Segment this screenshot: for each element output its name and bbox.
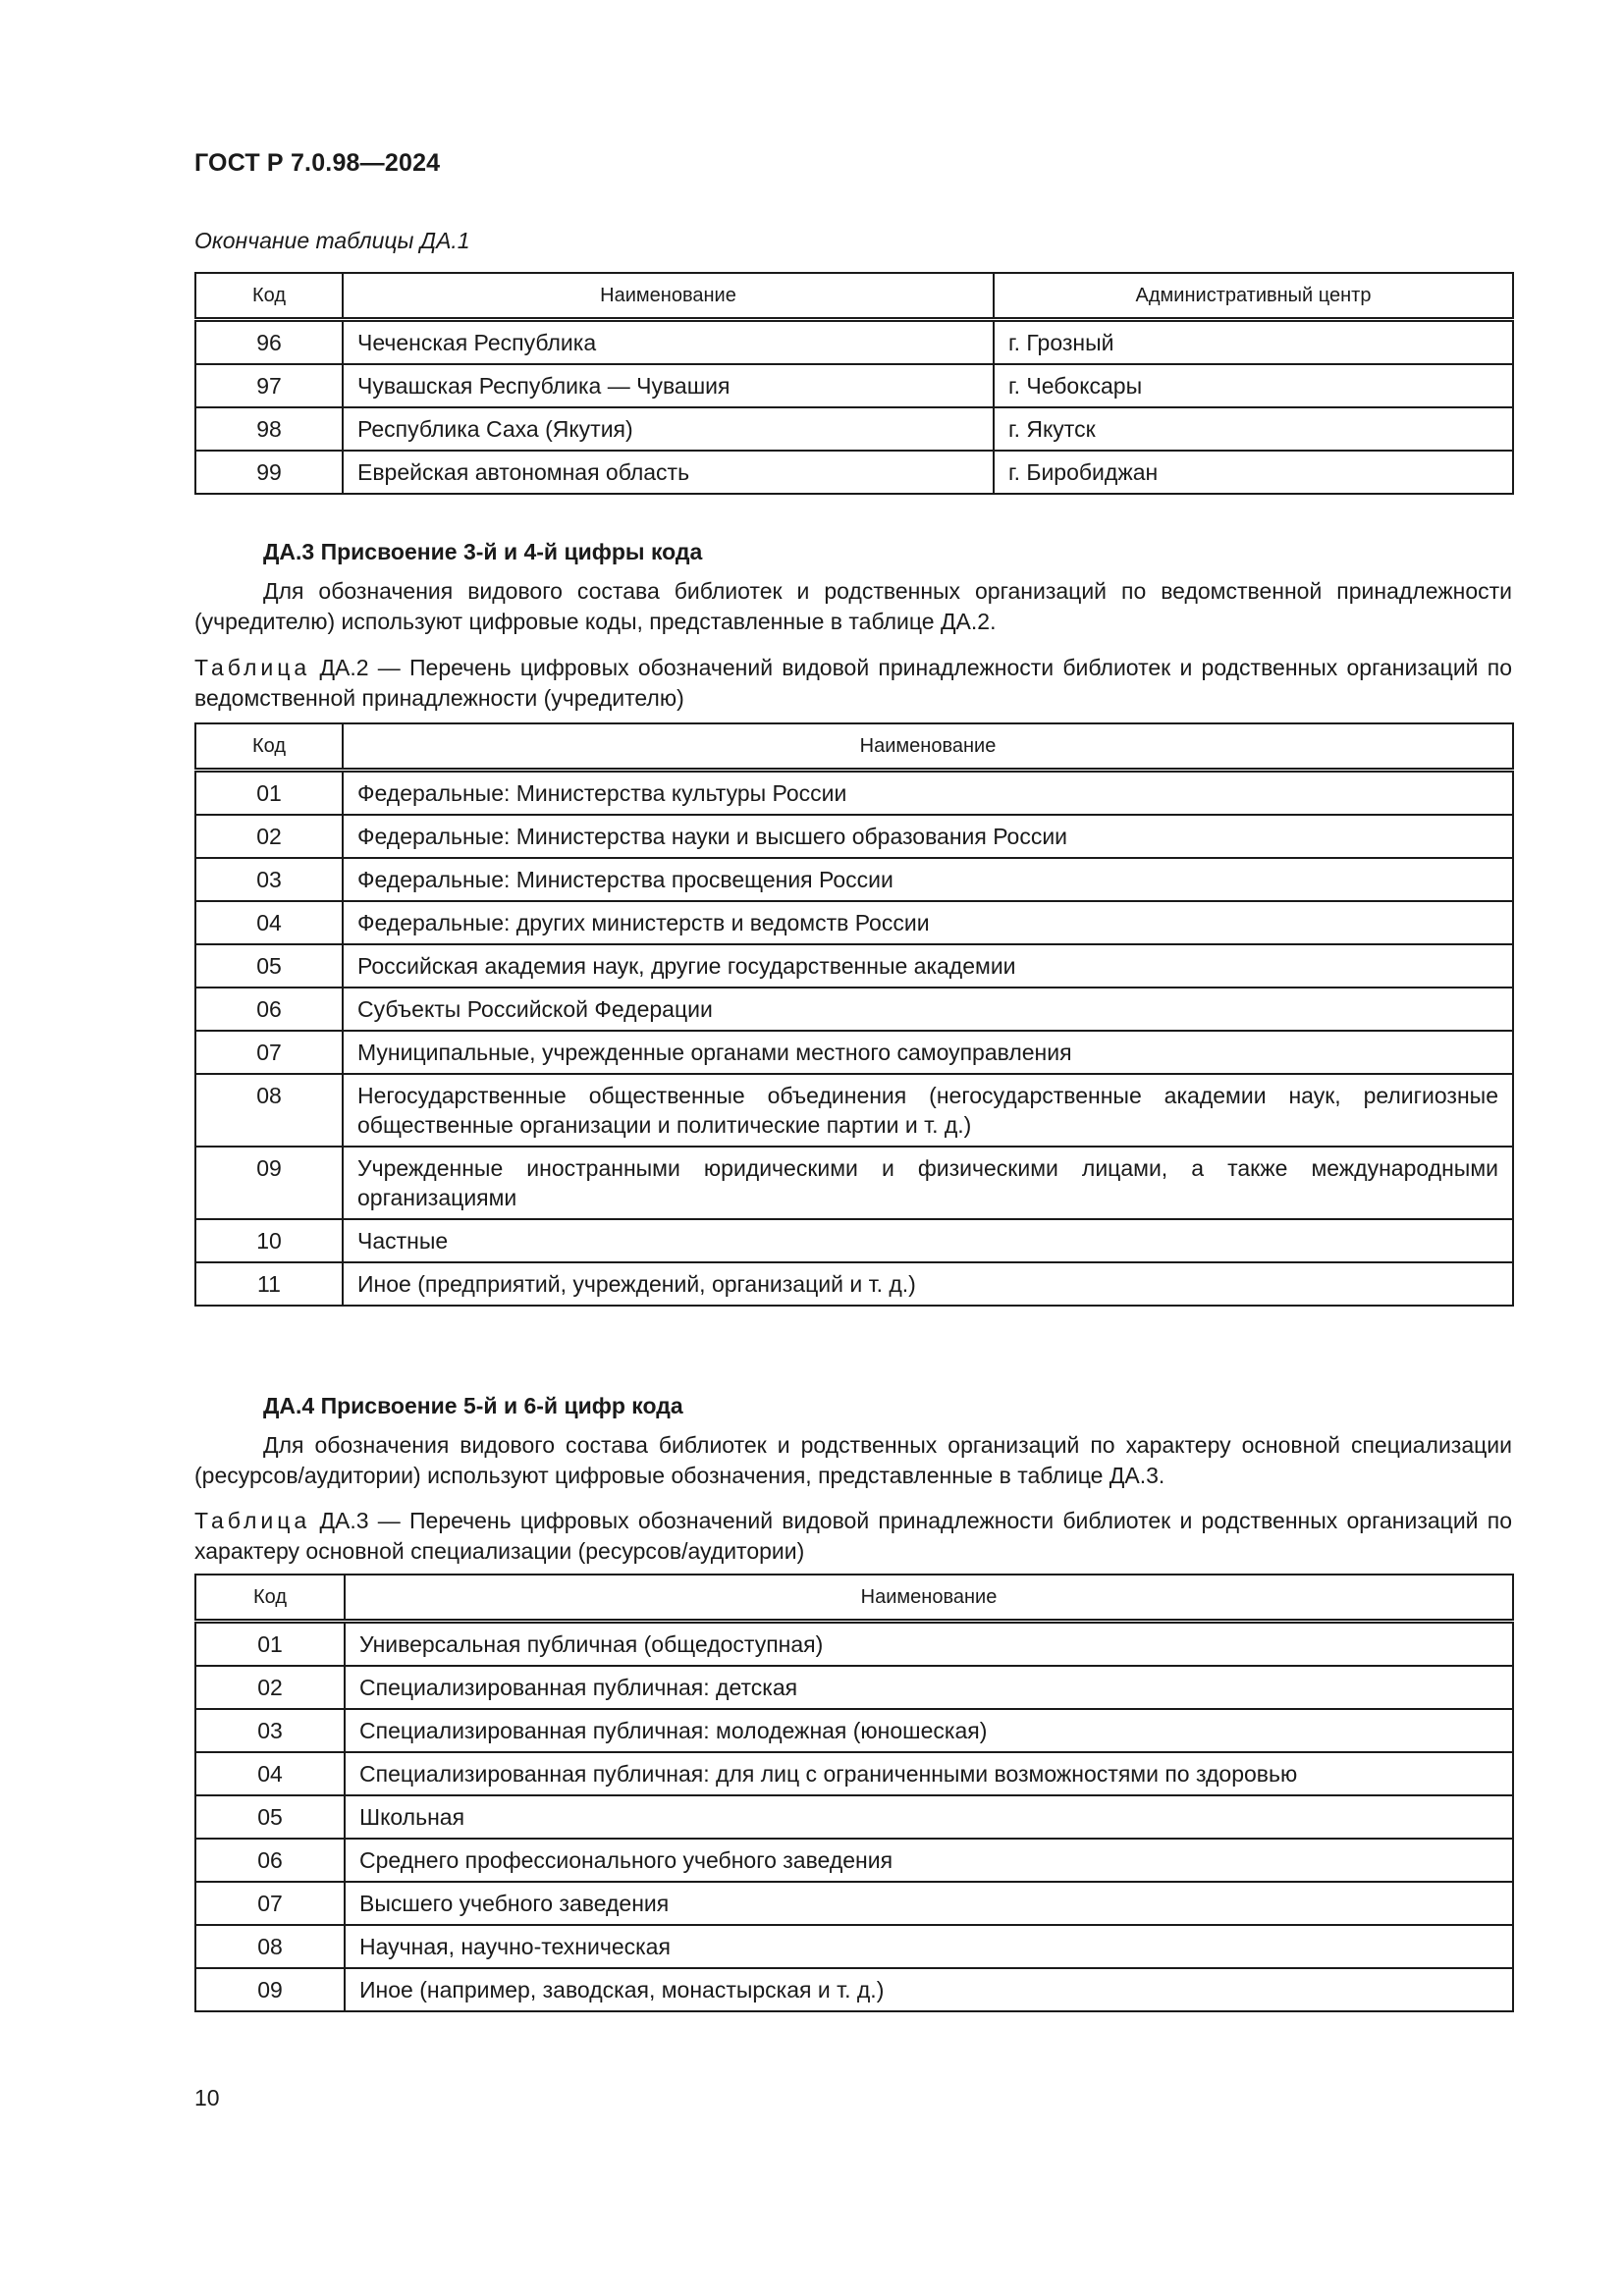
table-row — [195, 1795, 1513, 1839]
cell-code: 04 — [195, 901, 343, 944]
table-row — [195, 1074, 1513, 1147]
column-header-name: Наименование — [345, 1575, 1513, 1622]
cell-code: 09 — [195, 1147, 343, 1219]
document-standard-title: ГОСТ Р 7.0.98—2024 — [194, 149, 441, 177]
table-header-row — [195, 723, 1513, 771]
cell-name: Среднего профессионального учебного заведения — [345, 1839, 1513, 1882]
table-row — [195, 1031, 1513, 1074]
cell-code: 99 — [195, 451, 343, 494]
cell-code: 10 — [195, 1219, 343, 1262]
table-row — [195, 1752, 1513, 1795]
section-da4-heading: ДА.4 Присвоение 5-й и 6-й цифр кода — [263, 1393, 683, 1418]
cell-code: 08 — [195, 1074, 343, 1147]
cell-code: 09 — [195, 1968, 345, 2011]
table-row — [195, 1882, 1513, 1925]
table-row — [195, 407, 1513, 451]
table-row — [195, 1968, 1513, 2011]
section-da3-text: Для обозначения видового состава библиотек и родственных организаций по ведомственной принадлежности (учредителю) используют цифровые коды, представленные в таблице ДА.2. — [194, 578, 1512, 634]
cell-name: Учрежденные иностранными юридическими и физическими лицами, а также международными организациями — [343, 1147, 1513, 1219]
table-row — [195, 1709, 1513, 1752]
table-header-row — [195, 1575, 1513, 1622]
cell-name: Универсальная публичная (общедоступная) — [345, 1622, 1513, 1667]
column-header-name: Наименование — [343, 273, 994, 320]
table-da3-label: Таблица — [194, 1508, 311, 1533]
table-row — [195, 1262, 1513, 1306]
table-da1 — [194, 272, 1514, 495]
cell-code: 98 — [195, 407, 343, 451]
table-da2-title: ДА.2 — Перечень цифровых обозначений видовой принадлежности библиотек и родственных организаций по ведомственной принадлежности (учредителю) — [194, 655, 1513, 711]
cell-name: Частные — [343, 1219, 1513, 1262]
cell-center: г. Якутск — [994, 407, 1513, 451]
cell-name: Федеральные: Министерства науки и высшего образования России — [343, 815, 1513, 858]
page-number: 10 — [194, 2085, 220, 2110]
section-da4-paragraph — [194, 1430, 1512, 1491]
section-da3-heading: ДА.3 Присвоение 3-й и 4-й цифры кода — [263, 539, 703, 564]
column-header-center: Административный центр — [994, 273, 1513, 320]
table-da2-caption — [194, 653, 1512, 714]
cell-center: г. Чебоксары — [994, 364, 1513, 407]
cell-code: 03 — [195, 1709, 345, 1752]
table-row — [195, 944, 1513, 988]
cell-name: Школьная — [345, 1795, 1513, 1839]
column-header-code: Код — [195, 273, 343, 320]
table-row — [195, 1925, 1513, 1968]
cell-name: Специализированная публичная: детская — [345, 1666, 1513, 1709]
cell-name: Высшего учебного заведения — [345, 1882, 1513, 1925]
cell-name: Еврейская автономная область — [343, 451, 994, 494]
table-row — [195, 364, 1513, 407]
cell-code: 06 — [195, 988, 343, 1031]
cell-name: Федеральные: Министерства культуры России — [343, 771, 1513, 816]
table-row — [195, 1219, 1513, 1262]
cell-name: Чувашская Республика — Чувашия — [343, 364, 994, 407]
section-da3-paragraph — [194, 576, 1512, 637]
cell-code: 97 — [195, 364, 343, 407]
table-row — [195, 815, 1513, 858]
cell-name: Специализированная публичная: молодежная (юношеская) — [345, 1709, 1513, 1752]
section-da4-text: Для обозначения видового состава библиотек и родственных организаций по характеру основной специализации (ресурсов/аудитории) используют цифровые обозначения, представленные в таблице ДА.3. — [194, 1432, 1512, 1488]
cell-name: Научная, научно-техническая — [345, 1925, 1513, 1968]
table-row — [195, 771, 1513, 816]
table-da3 — [194, 1574, 1514, 2012]
cell-code: 01 — [195, 771, 343, 816]
cell-name: Чеченская Республика — [343, 320, 994, 365]
cell-code: 08 — [195, 1925, 345, 1968]
cell-name: Субъекты Российской Федерации — [343, 988, 1513, 1031]
cell-code: 01 — [195, 1622, 345, 1667]
column-header-code: Код — [195, 1575, 345, 1622]
cell-code: 04 — [195, 1752, 345, 1795]
cell-name: Негосударственные общественные объединения (негосударственные академии наук, религиозные общественные организации и политические партии и т. д.) — [343, 1074, 1513, 1147]
cell-code: 07 — [195, 1882, 345, 1925]
table-row — [195, 1666, 1513, 1709]
cell-code: 05 — [195, 944, 343, 988]
column-header-name: Наименование — [343, 723, 1513, 771]
cell-name: Иное (например, заводская, монастырская и т. д.) — [345, 1968, 1513, 2011]
cell-code: 96 — [195, 320, 343, 365]
column-header-code: Код — [195, 723, 343, 771]
table-row — [195, 901, 1513, 944]
table-da2-label: Таблица — [194, 655, 311, 680]
cell-code: 11 — [195, 1262, 343, 1306]
cell-code: 07 — [195, 1031, 343, 1074]
table-row — [195, 1147, 1513, 1219]
cell-code: 03 — [195, 858, 343, 901]
table-row — [195, 988, 1513, 1031]
cell-name: Специализированная публичная: для лиц с ограниченными возможностями по здоровью — [345, 1752, 1513, 1795]
cell-name: Федеральные: других министерств и ведомств России — [343, 901, 1513, 944]
cell-code: 02 — [195, 815, 343, 858]
cell-center: г. Биробиджан — [994, 451, 1513, 494]
cell-name: Иное (предприятий, учреждений, организаций и т. д.) — [343, 1262, 1513, 1306]
table-da2 — [194, 722, 1514, 1307]
cell-name: Муниципальные, учрежденные органами местного самоуправления — [343, 1031, 1513, 1074]
table-row — [195, 451, 1513, 494]
table-row — [195, 858, 1513, 901]
cell-name: Республика Саха (Якутия) — [343, 407, 994, 451]
cell-center: г. Грозный — [994, 320, 1513, 365]
table-row — [195, 320, 1513, 365]
cell-name: Федеральные: Министерства просвещения России — [343, 858, 1513, 901]
cell-code: 02 — [195, 1666, 345, 1709]
table-header-row — [195, 273, 1513, 320]
table-da3-title: ДА.3 — Перечень цифровых обозначений видовой принадлежности библиотек и родственных организаций по характеру основной специализации (ресурсов/аудитории) — [194, 1508, 1513, 1564]
cell-name: Российская академия наук, другие государственные академии — [343, 944, 1513, 988]
cell-code: 06 — [195, 1839, 345, 1882]
table-da3-caption — [194, 1506, 1512, 1567]
table-row — [195, 1622, 1513, 1667]
cell-code: 05 — [195, 1795, 345, 1839]
table-row — [195, 1839, 1513, 1882]
table-continuation-caption: Окончание таблицы ДА.1 — [194, 228, 470, 253]
